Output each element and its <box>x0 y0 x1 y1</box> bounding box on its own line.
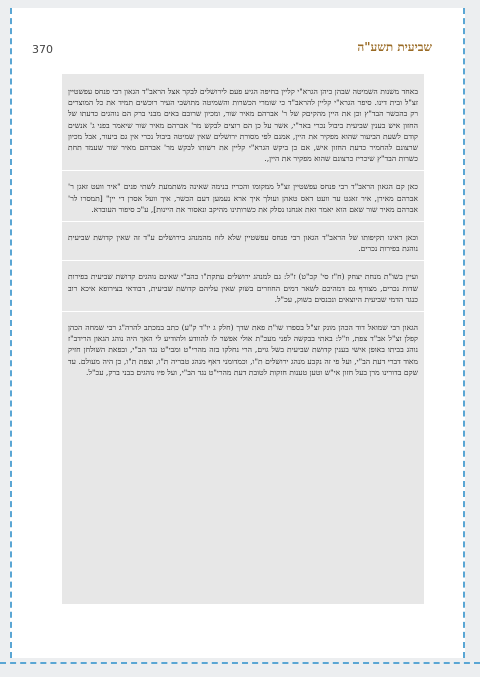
page-border-right <box>463 8 465 658</box>
divider <box>62 170 424 171</box>
page-number: 370 <box>32 43 53 56</box>
running-title: שביעית תשע"ה <box>357 40 432 54</box>
page-border-left <box>10 8 12 658</box>
divider <box>62 221 424 222</box>
paragraph-5: הגאון רבי שמואל דוד הכהן מונק זצ"ל בספרו שו"ת פאת שדך (חלק ג יו"ד ק"ע) כתב במכתב להרה"ג רבי שמחה הכהן קפלן זצ"ל אב"ד צפת, וז"ל: באתי בבקשה לפני מעכ"ת אולי אפשר לו להוודע ולהודיע לי האך היה נוהג הגאון הרידב"ז נוהג בביתו באופן אישי בענין קדושת שביעית בשל גוים, הרי נחלקו בזה מהרי"ט ומבי"ט נגד הב"י, ובפאת השולחן חזיק מאוד דברי דעת הב"י, ועל פי זה נקבע מנהג ירושלים ת"ו, וכמדומני דאף מנהג טבריה ת"ו, וצפת ת"ו, כן היה מעולם. עד שקם בדורינו מרן בעל חזון אי"ש וטען טענות חזקות לטובת דעת מהרי"ט נגד הב"י, ועל פיו נוהגים בבני ברק, עכ"ל. <box>68 323 418 377</box>
document-page <box>10 8 465 658</box>
page-border-bottom <box>0 662 480 664</box>
divider <box>62 311 424 312</box>
paragraph-2: כאן קם הגאון הראב"ד רבי פנחס עפשטיין זצ"ל ממקומו והכריז בנימה שאינה משתמעת לשתי פנים "איר וועט זאגן ר' אברהם מאירן, איר זאגט ער וועט דאס טאהן ועולך איך ארא נעמען דעם הכשר, איך וועל אסרן די יין" [תמסרו לר' אברהם מאיר שור שאם הוא יאמר זאת אנחנו נסלק את כשרותינו מהיקב ונאסור את היינות], ע"כ סיפור העובדא. <box>68 182 418 214</box>
paragraph-1: באחד משנות השמיטה שבהן כיהן הגרא"י קליין בחיפה הגיע פעם לירושלים לבקר אצל הראב"ד הגאון רבי פנחס עפשטיין זצ"ל ובית דינו. סיפר הגרא"י קליין להראב"ד כי שומרי הכשרות והשמיטה מתושבי העיר רוכשים תמיד את כל המוצרים רק בהכשר הבד"ץ וכן את היין מהקיםק של ר' אברהם מאיר שור, ומכיון שרובם באים מבני ברק הם נוהגים כדעתו של החזון איש בענין שביעית ביבול נכרי באר"י, אשר על כן הם רוצים לבקש מר' אברהם מאיר שור שיאמר בפני ג' אנשים קודם לשעת הביעור שהוא מפקיר את היין, אמנם לפי מסורת ירושלים שאין שמיטה ביבול נכרי אין גם ביעור, אבל מכיון שרצונם להחמיר כדעת החזון איש, אם כן ביקש הגרא"י קליין את רשותו לבקש מר' אברהם מאיר שור שעמד תחת כשרות הבד"ץ שיכריז כרצונם שהוא מפקיר את היין,. <box>68 87 418 164</box>
paragraph-4: ועיין בשו"ת מנחת יצחק (ח"ז סי' קכ"ט) ז"ל: גם למנהג ירושלים עתקת"ו כהב"י שאינם נוהגים קדושת שביעית בפירות שדות נכרים, מצורף גם דמהיכם לשאר דמים החוזרים בשוק שאין עליהם קדושת שביעית, דבודאי בצירופא איכא רוב כנגד הדמי שביעית היוצאים ונכנסים בשוק, עכ"ל. <box>68 272 418 304</box>
paragraph-3: וכאן ראינו תקיפותו של הראב"ד הגאון רבי פנחס עפשטיין שלא לזוז מהמנהג בירושלים ע"ד זה שאין קדושת שביעית נוהגת בפירות נכרים. <box>68 233 418 254</box>
divider <box>62 260 424 261</box>
text-box <box>62 74 424 604</box>
page-header <box>32 40 432 62</box>
